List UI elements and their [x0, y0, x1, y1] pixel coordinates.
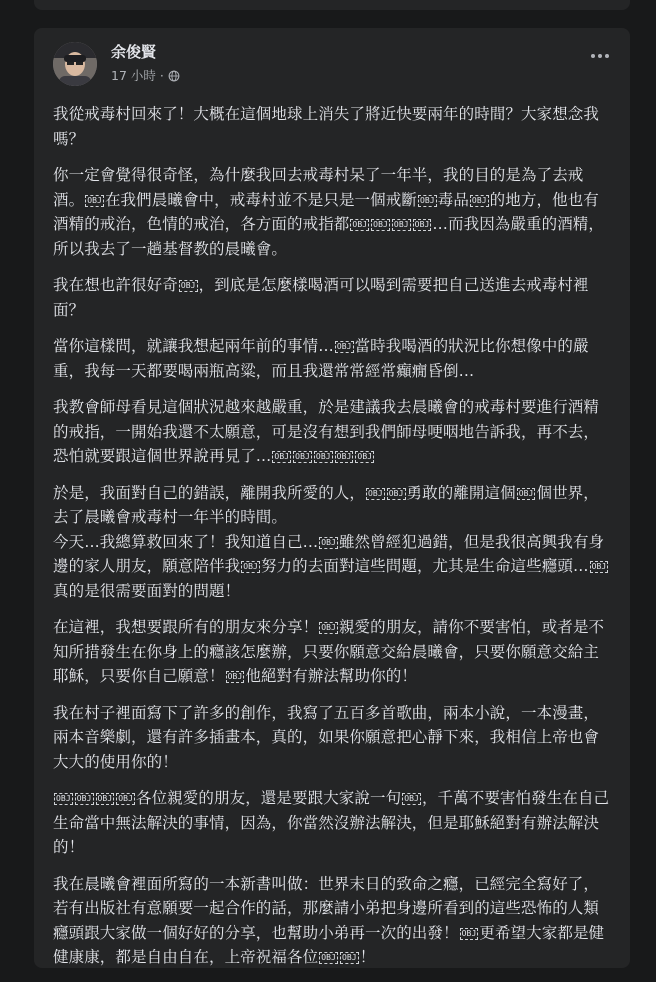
post-paragraph: 我從戒毒村回來了！大概在這個地球上消失了將近快要兩年的時間？大家想念我嗎？ [53, 105, 600, 148]
emoji-placeholder-icon: OBJ [341, 953, 357, 962]
emoji-placeholder-icon: OBJ [295, 452, 310, 461]
emoji-placeholder-icon: OBJ [336, 452, 352, 461]
post-paragraph: 我教會師母看見這個狀況越來越嚴重，於是建議我去晨曦會的戒毒村要進行酒精的戒指，一開始我還不太願意，可是沒有想到我們師母哽咽地告訴我，再不去，恐怕就要跟這個世界說再見了… OBJ OBJ OBJ OBJ OBJ [53, 398, 600, 465]
emoji-placeholder-icon: OBJ [357, 452, 373, 461]
emoji-placeholder-icon: OBJ [461, 928, 477, 938]
emoji-placeholder-icon: OBJ [97, 794, 113, 803]
emoji-placeholder-icon: OBJ [315, 452, 331, 461]
emoji-placeholder-icon: OBJ [321, 953, 336, 962]
emoji-placeholder-icon: OBJ [419, 195, 435, 205]
emoji-placeholder-icon: OBJ [336, 342, 352, 351]
post-paragraph: 我在想也許很好奇 OBJ ，到底是怎麼樣喝酒可以喝到需要把自己送進去戒毒村裡面？ [53, 276, 589, 319]
emoji-placeholder-icon: OBJ [352, 220, 368, 229]
emoji-placeholder-icon: OBJ [471, 195, 487, 205]
more-dot [591, 54, 595, 58]
post-time[interactable]: 17 小時 [111, 68, 156, 83]
emoji-placeholder-icon: OBJ [393, 220, 409, 229]
post-paragraph: 於是，我面對自己的錯誤，離開我所愛的人， OBJ OBJ 勇敢的離開這個 OBJ 個世界，去了晨曦會戒毒村一年半的時間。 今天…我總算救回來了！我知道自己… OBJ 雖然曾經犯過錯，但是我很高興我有身邊的家人朋友，願意陪伴我 OBJ 努力的去面對這些問題，尤其是生命這些癮頭… OBJ真的是很需要面對的問題！ [53, 483, 607, 600]
post-paragraph: 在這裡，我想要跟所有的朋友來分享！ OBJ 親愛的朋友，請你不要害怕，或者是不知所措發生在你身上的癮該怎麼辦，只要你願意交給晨曦會，只要你願意交給主耶穌，只要你自己願意！ OBJ 他絕對有辦法幫助你的！ [53, 618, 605, 685]
avatar-photo-icon [53, 42, 97, 86]
more-dot [598, 54, 602, 58]
post-body [53, 102, 613, 982]
author-name[interactable]: 余俊賢 [111, 43, 157, 61]
avatar[interactable] [53, 42, 97, 86]
post-meta [111, 68, 180, 84]
emoji-placeholder-icon: OBJ [591, 562, 607, 571]
more-options-icon[interactable] [586, 46, 614, 66]
emoji-placeholder-icon: OBJ [76, 794, 92, 803]
post-card [34, 28, 630, 968]
post-paragraph: 你一定會覺得很奇怪，為什麼我回去戒毒村呆了一年半，我的目的是為了去戒酒。 OBJ 在我們晨曦會中，戒毒村並不是只是一個戒斷 OBJ 毒品 OBJ 的地方，他也有酒精的戒治，色情的戒治，各方面的戒指都 OBJ OBJ OBJ OBJ …而我因為嚴重的酒精，所以我去了一趟基督教的晨曦會。 [53, 166, 605, 258]
emoji-placeholder-icon: OBJ [321, 537, 336, 547]
meta-separator: · [159, 68, 164, 83]
emoji-placeholder-icon: OBJ [274, 452, 290, 461]
emoji-placeholder-icon: OBJ [227, 672, 243, 681]
emoji-placeholder-icon: OBJ [56, 794, 71, 803]
emoji-placeholder-icon: OBJ [180, 281, 196, 290]
emoji-placeholder-icon: OBJ [368, 488, 383, 498]
post-paragraph: 我在村子裡面寫下了許多的創作，我寫了五百多首歌曲，兩本小說，一本漫畫，兩本音樂劇，還有許多插畫本，真的，如果你願意把心靜下來，我相信上帝也會大大的使用你的！ [53, 703, 600, 771]
globe-icon[interactable] [168, 70, 180, 82]
emoji-placeholder-icon: OBJ [404, 794, 419, 803]
previous-post-card [34, 0, 630, 10]
emoji-placeholder-icon: OBJ [118, 794, 133, 803]
more-dot [605, 54, 609, 58]
emoji-placeholder-icon: OBJ [87, 195, 102, 205]
emoji-placeholder-icon: OBJ [388, 488, 404, 498]
emoji-placeholder-icon: OBJ [373, 220, 388, 229]
post-paragraph: 我在晨曦會裡面所寫的一本新書叫做：世界末日的致命之癮，已經完全寫好了，若有出版社有意願要一起合作的話，那麼請小弟把身邊所看到的這些恐怖的人類癮頭跟大家做一個好好的分享，也幫助小弟再一次的出發！ OBJ 更希望大家都是健健康康，都是自由自在，上帝祝福各位 OBJ OBJ ！ [53, 874, 605, 966]
emoji-placeholder-icon: OBJ [518, 488, 534, 498]
post-paragraph: 當你這樣問，就讓我想起兩年前的事情… OBJ 當時我喝酒的狀況比你想像中的嚴重，我每一天都要喝兩瓶高粱，而且我還常常經常癲癇昏倒… [53, 337, 589, 380]
emoji-placeholder-icon: OBJ [243, 562, 258, 571]
emoji-placeholder-icon: OBJ [414, 220, 430, 229]
post-paragraph: OBJ OBJ OBJ OBJ 各位親愛的朋友，還是要跟大家說一句 OBJ ，千萬不要害怕發生在自己生命當中無法解決的事情，因為，你當然沒辦法解決，但是耶穌絕對有辦法解決的！ [53, 789, 610, 856]
emoji-placeholder-icon: OBJ [321, 623, 336, 632]
